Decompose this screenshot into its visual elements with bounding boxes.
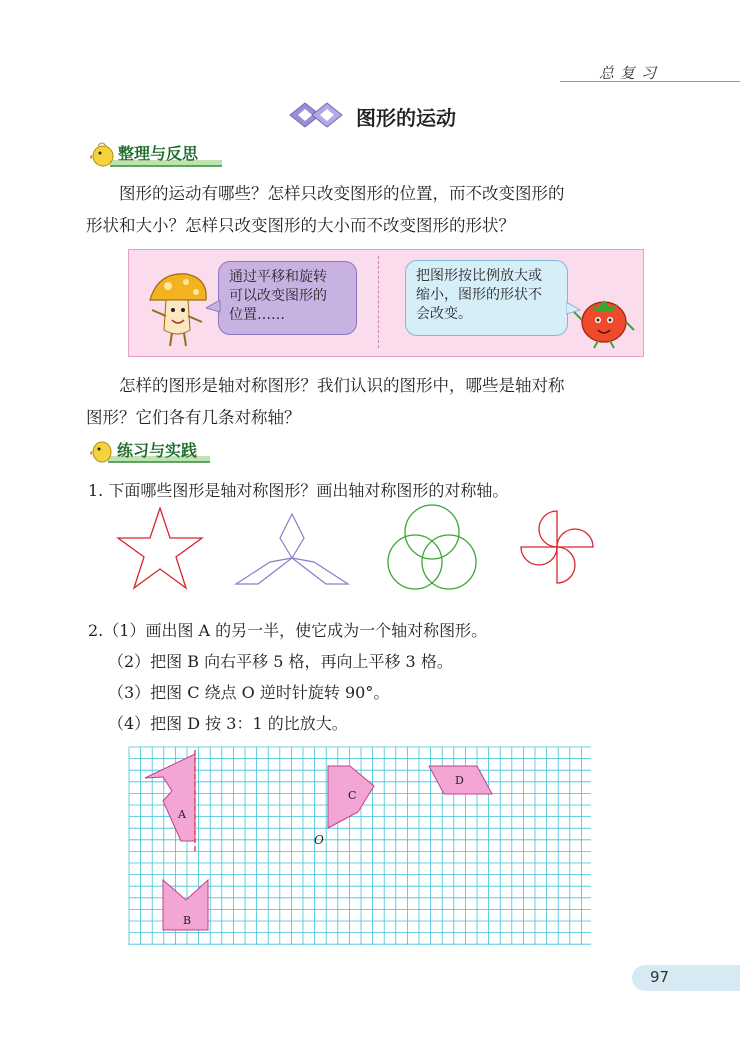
chick-icon	[90, 442, 111, 462]
question-2-part-3: （3）把图 C 绕点 O 逆时针旋转 90°。	[108, 683, 390, 702]
bubble-line: 可以改变图形的	[229, 288, 327, 304]
question-2-part-4: （4）把图 D 按 3：1 的比放大。	[108, 714, 348, 733]
bubble-line: 把图形按比例放大或	[416, 268, 542, 284]
header-rule	[560, 81, 740, 82]
paragraph-line: 图形的运动有哪些？怎样只改变图形的位置，而不改变图形的	[119, 184, 565, 203]
section-title-reflect: 整理与反思	[118, 144, 199, 163]
label-a: A	[178, 808, 186, 821]
bubble-line: 位置……	[229, 307, 285, 323]
page-number: 97	[650, 968, 670, 986]
label-b: B	[183, 914, 192, 927]
paragraph-motion-question	[86, 178, 666, 242]
paragraph-line: 形状和大小？怎样只改变图形的大小而不改变图形的形状？	[86, 216, 515, 235]
label-d: D	[455, 774, 464, 787]
bubble-line: 通过平移和旋转	[229, 269, 327, 285]
three-circles-figure	[382, 502, 482, 594]
pinwheel-figure	[515, 505, 605, 589]
tomato-mascot-icon	[572, 292, 636, 350]
chapter-title: 图形的运动	[356, 106, 456, 130]
paragraph-line: 图形？它们各有几条对称轴？	[86, 408, 301, 427]
question-2-part-2: （2）把图 B 向右平移 5 格，再向上平移 3 格。	[108, 652, 453, 671]
square-grid	[128, 746, 594, 946]
mushroom-mascot-icon	[146, 270, 212, 350]
question-1-text: 1. 下面哪些图形是轴对称图形？画出轴对称图形的对称轴。	[88, 481, 509, 500]
page-number-tab	[632, 965, 740, 991]
section-title-practice: 练习与实践	[117, 441, 198, 460]
diamond-icon	[288, 100, 352, 130]
chapter-header-label: 总复习	[598, 64, 662, 82]
chick-icon	[90, 143, 113, 166]
bubble-line: 会改变。	[416, 306, 472, 322]
bubble-line: 缩小，图形的形状不	[416, 287, 542, 303]
speech-bubble-right	[405, 260, 568, 336]
speech-bubble-left	[218, 261, 357, 335]
label-o: O	[314, 833, 324, 847]
bubble-tail-left	[206, 300, 222, 314]
question-2-part-1: 2.（1）画出图 A 的另一半，使它成为一个轴对称图形。	[88, 621, 488, 640]
label-c: C	[348, 789, 357, 802]
paragraph-line: 怎样的图形是轴对称图形？我们认识的图形中，哪些是轴对称	[119, 376, 565, 395]
paragraph-symmetry-question	[86, 370, 666, 434]
three-rhombus-figure	[232, 510, 352, 590]
star-figure	[115, 505, 205, 591]
discussion-divider	[378, 256, 379, 348]
